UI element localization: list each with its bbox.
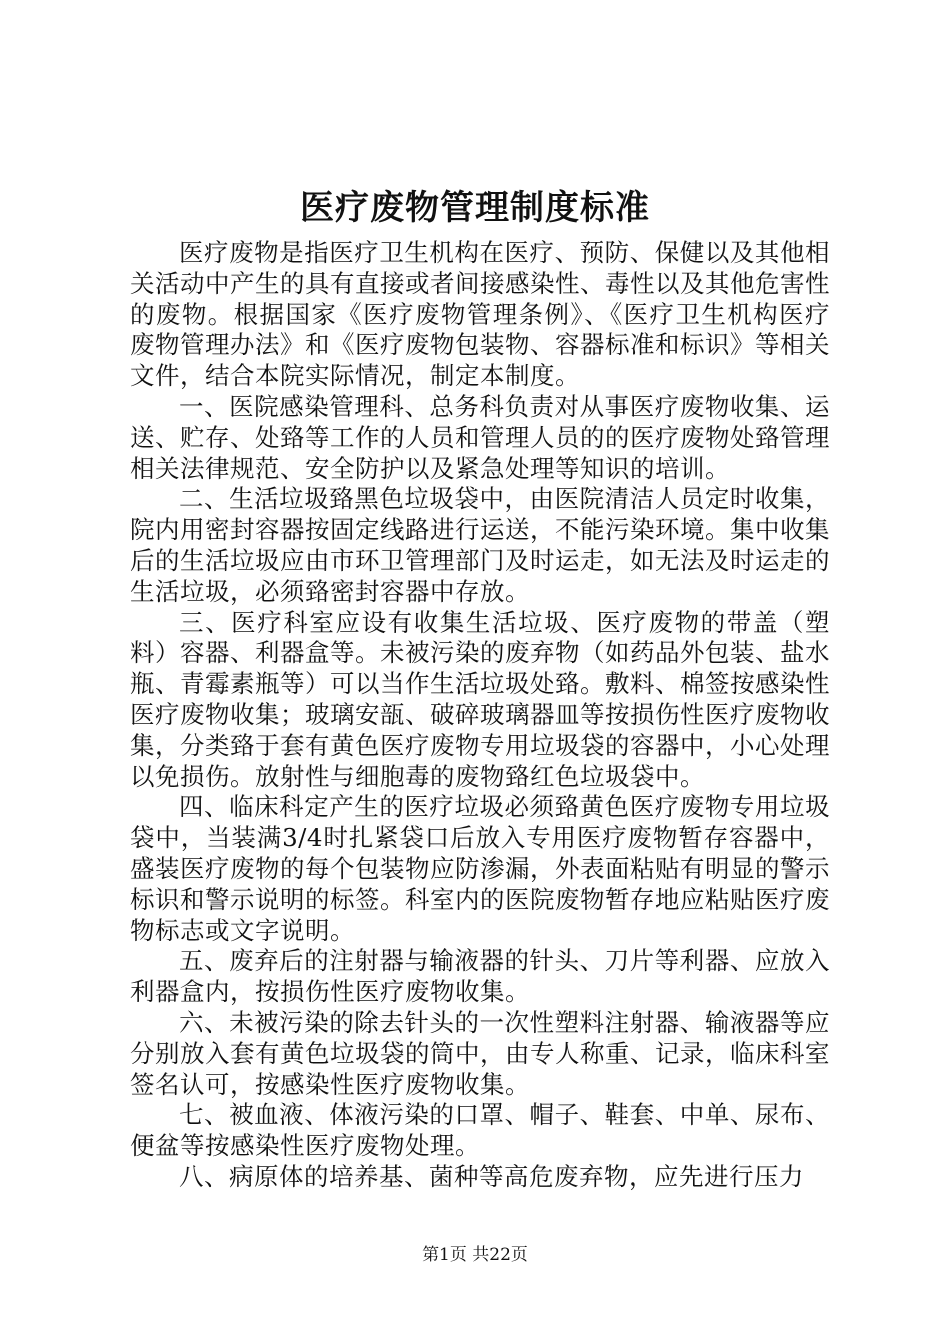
paragraph-item-6: 六、未被污染的除去针头的一次性塑料注射器、输液器等应分别放入套有黄色垃圾袋的筒中，由专人称重、记录，临床科室签名认可，按感染性医疗废物收集。 xyxy=(130,1007,830,1099)
paragraph-item-2: 二、生活垃圾臵黑色垃圾袋中，由医院清洁人员定时收集，院内用密封容器按固定线路进行运送，不能污染环境。集中收集后的生活垃圾应由市环卫管理部门及时运走，如无法及时运走的生活垃圾，必须臵密封容器中存放。 xyxy=(130,484,830,606)
paragraph-item-1: 一、医院感染管理科、总务科负责对从事医疗废物收集、运送、贮存、处臵等工作的人员和管理人员的的医疗废物处臵管理相关法律规范、安全防护以及紧急处理等知识的培训。 xyxy=(130,391,830,483)
paragraph-item-4: 四、临床科定产生的医疗垃圾必须臵黄色医疗废物专用垃圾袋中，当装满3/4时扎紧袋口后放入专用医疗废物暂存容器中，盛装医疗废物的每个包装物应防渗漏，外表面粘贴有明显的警示标识和警示说明的标签。科室内的医院废物暂存地应粘贴医疗废物标志或文字说明。 xyxy=(130,792,830,945)
paragraph-item-3: 三、医疗科室应设有收集生活垃圾、医疗废物的带盖（塑料）容器、利器盒等。未被污染的废弃物（如药品外包装、盐水瓶、青霉素瓶等）可以当作生活垃圾处臵。敷料、棉签按感染性医疗废物收集；玻璃安瓿、破碎玻璃器皿等按损伤性医疗废物收集，分类臵于套有黄色医疗废物专用垃圾袋的容器中，小心处理以免损伤。放射性与细胞毒的废物臵红色垃圾袋中。 xyxy=(130,607,830,791)
paragraph-item-7: 七、被血液、体液污染的口罩、帽子、鞋套、中单、尿布、便盆等按感染性医疗废物处理。 xyxy=(130,1100,830,1161)
page-number-footer: 第1页 共22页 xyxy=(422,1245,528,1265)
paragraph-item-8: 八、病原体的培养基、菌种等高危废弃物，应先进行压力 xyxy=(179,1161,804,1191)
document-title: 医疗废物管理制度标准 xyxy=(300,188,650,228)
document-body xyxy=(130,238,830,1193)
paragraph-item-5: 五、废弃后的注射器与输液器的针头、刀片等利器、应放入利器盒内，按损伤性医疗废物收集。 xyxy=(130,946,830,1007)
paragraph-intro: 医疗废物是指医疗卫生机构在医疗、预防、保健以及其他相关活动中产生的具有直接或者间接感染性、毒性以及其他危害性的废物。根据国家《医疗废物管理条例》、《医疗卫生机构医疗废物管理办法》和《医疗废物包装物、容器标准和标识》等相关文件，结合本院实际情况，制定本制度。 xyxy=(130,238,830,391)
